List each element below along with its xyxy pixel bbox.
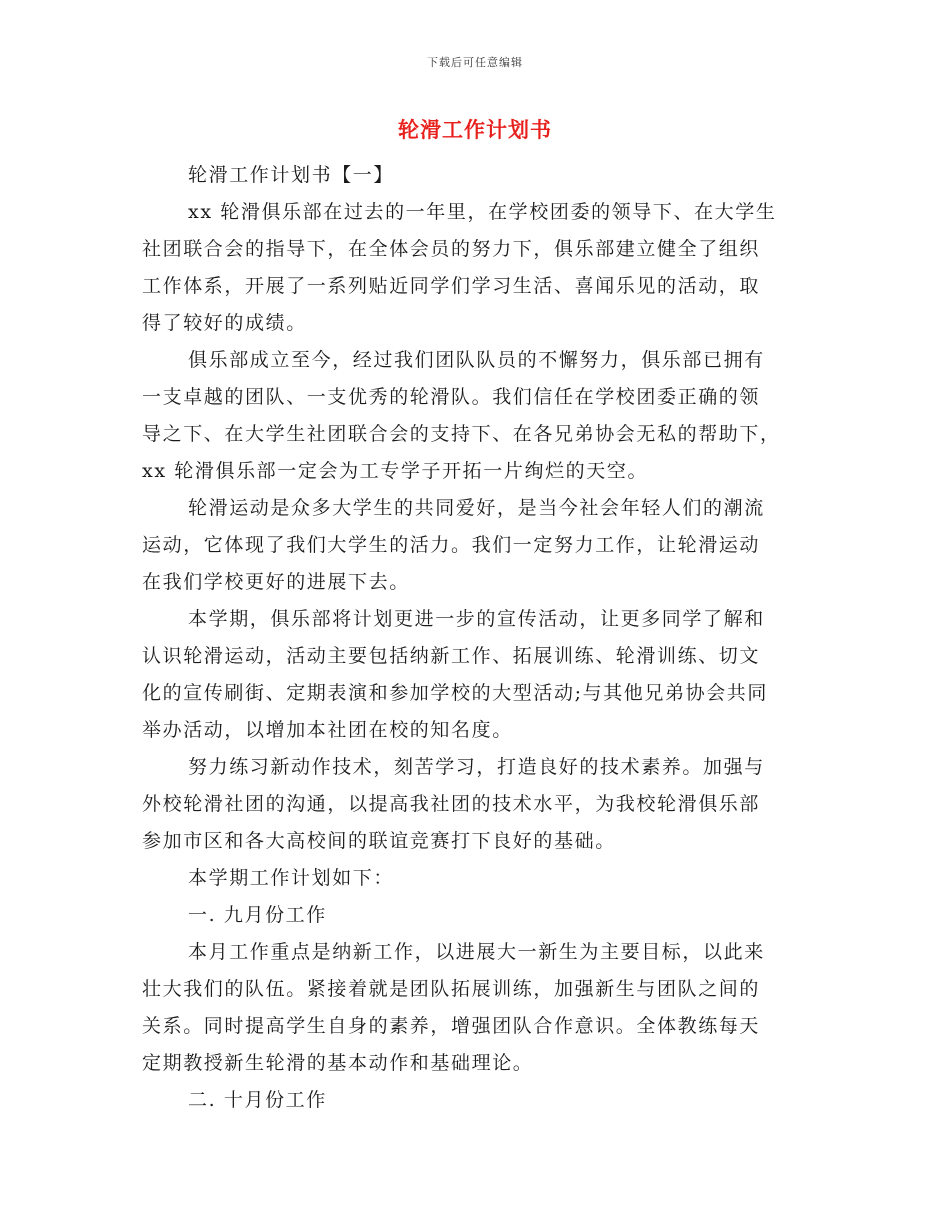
paragraph-line: 关系。同时提高学生自身的素养，增强团队合作意识。全体教练每天 [142,1015,761,1037]
section-heading: 一. 九月份工作 [188,904,327,926]
paragraph-line: 外校轮滑社团的沟通，以提高我社团的技术水平，为我校轮滑俱乐部 [142,793,761,815]
paragraph-line: 本学期工作计划如下： [188,867,395,889]
paragraph-line: 轮滑运动是众多大学生的共同爱好，是当今社会年轻人们的潮流 [188,497,765,519]
paragraph-line: 在我们学校更好的进展下去。 [142,571,410,593]
paragraph-line: xx 轮滑俱乐部一定会为工专学子开拓一片绚烂的天空。 [142,460,649,482]
document-body [142,157,812,1119]
paragraph-line: 壮大我们的队伍。紧接着就是团队拓展训练，加强新生与团队之间的 [142,978,761,1000]
paragraph-line: 导之下、在大学生社团联合会的支持下、在各兄弟协会无私的帮助下， [142,423,781,445]
paragraph-line: 认识轮滑运动，活动主要包括纳新工作、拓展训练、轮滑训练、切文 [142,645,761,667]
paragraph-line: 运动，它体现了我们大学生的活力。我们一定努力工作，让轮滑运动 [142,534,761,556]
paragraph-line: 努力练习新动作技术，刻苦学习，打造良好的技术素养。加强与 [188,756,765,778]
section-heading: 二. 十月份工作 [188,1089,327,1111]
paragraph-line: 本月工作重点是纳新工作，以进展大一新生为主要目标，以此来 [188,941,765,963]
paragraph-line: 本学期，俱乐部将计划更进一步的宣传活动，让更多同学了解和 [188,608,765,630]
paragraph-line: 俱乐部成立至今，经过我们团队队员的不懈努力，俱乐部已拥有 [188,349,765,371]
document-title: 轮滑工作计划书 [398,117,552,142]
paragraph-line: xx 轮滑俱乐部在过去的一年里，在学校团委的领导下、在大学生 [188,201,777,223]
section-heading: 轮滑工作计划书【一】 [188,164,395,186]
paragraph-line: 一支卓越的团队、一支优秀的轮滑队。我们信任在学校团委正确的领 [142,386,761,408]
page-header-note: 下载后可任意编辑 [427,56,523,69]
paragraph-line: 举办活动，以增加本社团在校的知名度。 [142,719,513,741]
paragraph-line: 化的宣传刷街、定期表演和参加学校的大型活动;与其他兄弟协会共同 [142,682,769,704]
paragraph-line: 参加市区和各大高校间的联谊竞赛打下良好的基础。 [142,830,616,852]
paragraph-line: 定期教授新生轮滑的基本动作和基础理论。 [142,1052,534,1074]
paragraph-line: 得了较好的成绩。 [142,312,307,334]
paragraph-line: 工作体系，开展了一系列贴近同学们学习生活、喜闻乐见的活动，取 [142,275,761,297]
paragraph-line: 社团联合会的指导下，在全体会员的努力下，俱乐部建立健全了组织 [142,238,761,260]
